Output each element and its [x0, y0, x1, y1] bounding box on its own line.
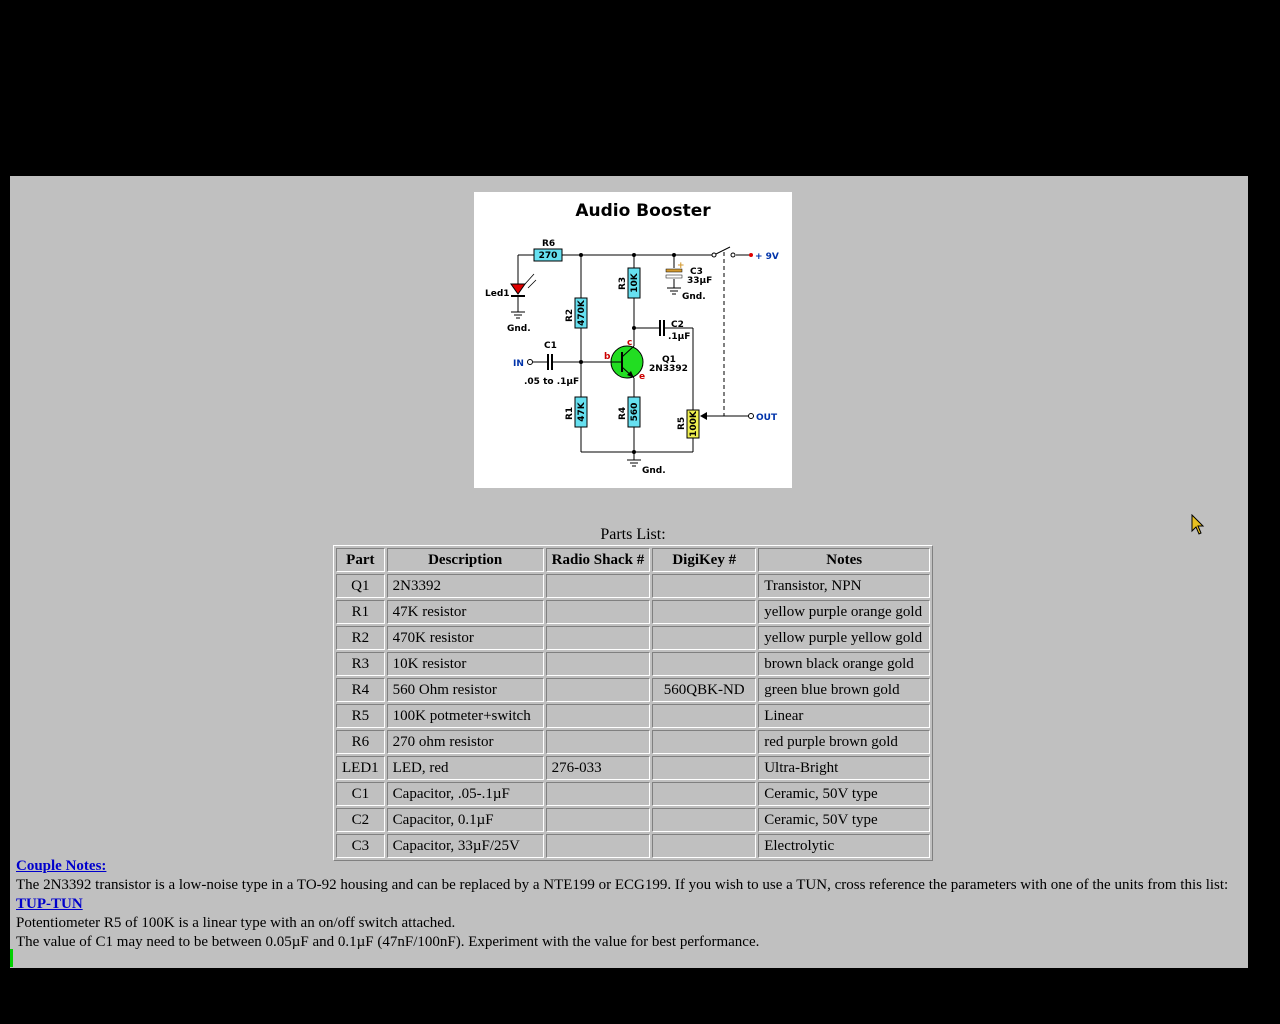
- table-row: [336, 704, 930, 728]
- table-header-row: [336, 548, 930, 572]
- column-header-description: Description: [387, 548, 544, 572]
- note-line-3: The value of C1 may need to be between 0.05µF and 0.1µF (47nF/100nF). Experiment with the value for best performance.: [16, 934, 760, 950]
- table-row: [336, 574, 930, 598]
- cell-description: Capacitor, 33µF/25V: [387, 834, 544, 858]
- cell-part: C2: [336, 808, 385, 832]
- label-led1: Led1: [485, 289, 510, 299]
- label-gnd-led: Gnd.: [507, 324, 531, 334]
- cell-description: 270 ohm resistor: [387, 730, 544, 754]
- table-row: [336, 600, 930, 624]
- cell-digikey: [652, 756, 756, 780]
- cell-notes: yellow purple orange gold: [758, 600, 930, 624]
- label-c3-value: 33µF: [687, 276, 713, 286]
- cell-digikey: [652, 834, 756, 858]
- cell-part: R5: [336, 704, 385, 728]
- label-e: e: [639, 372, 646, 382]
- cell-digikey: [652, 652, 756, 676]
- cell-digikey: [652, 704, 756, 728]
- cell-digikey: 560QBK-ND: [652, 678, 756, 702]
- cell-digikey: [652, 808, 756, 832]
- tup-tun-link[interactable]: TUP-TUN: [16, 896, 83, 912]
- label-b: b: [604, 352, 611, 362]
- note-line-1: The 2N3392 transistor is a low-noise type in a TO-92 housing and can be replaced by a NTE199 or ECG199. If you wish to use a TUN, cross reference the parameters with one of the units from this list:: [16, 877, 1229, 893]
- cell-notes: Linear: [758, 704, 930, 728]
- cell-digikey: [652, 782, 756, 806]
- cell-part: Q1: [336, 574, 385, 598]
- note-line-2: Potentiometer R5 of 100K is a linear type with an on/off switch attached.: [16, 915, 456, 931]
- cell-part: C1: [336, 782, 385, 806]
- cell-part: LED1: [336, 756, 385, 780]
- table-row: [336, 808, 930, 832]
- cell-description: 560 Ohm resistor: [387, 678, 544, 702]
- label-r2-value: 470K: [577, 300, 587, 326]
- column-header-notes: Notes: [758, 548, 930, 572]
- cell-part: R6: [336, 730, 385, 754]
- cell-part: R2: [336, 626, 385, 650]
- cell-radio-shack: [546, 704, 651, 728]
- label-r5: R5: [677, 416, 687, 430]
- cell-radio-shack: [546, 574, 651, 598]
- label-r4-value: 560: [630, 402, 640, 422]
- cell-notes: Ceramic, 50V type: [758, 782, 930, 806]
- cell-notes: Ultra-Bright: [758, 756, 930, 780]
- cell-digikey: [652, 626, 756, 650]
- label-supply: + 9V: [755, 252, 779, 262]
- cell-radio-shack: 276-033: [546, 756, 651, 780]
- audio-booster-schematic: [474, 192, 792, 488]
- label-c: c: [627, 338, 633, 348]
- cell-notes: Electrolytic: [758, 834, 930, 858]
- label-r4: R4: [618, 406, 628, 420]
- table-row: [336, 626, 930, 650]
- cell-notes: brown black orange gold: [758, 652, 930, 676]
- cell-description: 10K resistor: [387, 652, 544, 676]
- label-c3-plus: +: [677, 261, 685, 271]
- label-r1-value: 47K: [577, 402, 587, 422]
- cell-radio-shack: [546, 730, 651, 754]
- label-q1-value: 2N3392: [649, 364, 688, 374]
- cell-notes: Ceramic, 50V type: [758, 808, 930, 832]
- cell-radio-shack: [546, 808, 651, 832]
- table-row: [336, 782, 930, 806]
- cell-digikey: [652, 600, 756, 624]
- cell-notes: yellow purple yellow gold: [758, 626, 930, 650]
- label-c1: C1: [544, 341, 557, 351]
- cell-notes: green blue brown gold: [758, 678, 930, 702]
- text-caret: [10, 949, 13, 967]
- mouse-pointer-icon: [1191, 514, 1205, 536]
- parts-table: [333, 545, 933, 861]
- label-c2-value: .1µF: [668, 332, 691, 342]
- label-in: IN: [513, 359, 524, 369]
- cell-notes: Transistor, NPN: [758, 574, 930, 598]
- schematic-title: Audio Booster: [575, 201, 711, 221]
- cell-radio-shack: [546, 600, 651, 624]
- parts-list-caption: Parts List:: [600, 526, 666, 543]
- couple-notes-link[interactable]: Couple Notes:: [16, 858, 107, 874]
- table-row: [336, 730, 930, 754]
- label-gnd-c3: Gnd.: [682, 292, 706, 302]
- label-r5-value: 100K: [689, 411, 699, 437]
- notes-section: [16, 857, 1228, 952]
- cell-part: C3: [336, 834, 385, 858]
- cell-description: 2N3392: [387, 574, 544, 598]
- cell-description: Capacitor, 0.1µF: [387, 808, 544, 832]
- column-header-digikey: DigiKey #: [652, 548, 756, 572]
- web-page: [10, 176, 1248, 968]
- label-r2: R2: [565, 308, 575, 322]
- label-r6: R6: [542, 239, 556, 249]
- cell-digikey: [652, 574, 756, 598]
- cell-radio-shack: [546, 678, 651, 702]
- cell-description: Capacitor, .05-.1µF: [387, 782, 544, 806]
- table-row: [336, 652, 930, 676]
- table-row: [336, 756, 930, 780]
- cell-digikey: [652, 730, 756, 754]
- cell-part: R3: [336, 652, 385, 676]
- label-r6-value: 270: [538, 251, 558, 261]
- cell-radio-shack: [546, 626, 651, 650]
- label-c2: C2: [671, 320, 684, 330]
- label-r1: R1: [565, 406, 575, 420]
- table-row: [336, 834, 930, 858]
- cell-notes: red purple brown gold: [758, 730, 930, 754]
- cell-description: 470K resistor: [387, 626, 544, 650]
- label-c3: C3: [690, 267, 703, 277]
- label-gnd-main: Gnd.: [642, 466, 666, 476]
- cell-description: 100K potmeter+switch: [387, 704, 544, 728]
- label-r3-value: 10K: [630, 273, 640, 293]
- cell-radio-shack: [546, 782, 651, 806]
- label-c1-value: .05 to .1µF: [524, 377, 580, 387]
- table-row: [336, 678, 930, 702]
- column-header-radio-shack: Radio Shack #: [546, 548, 651, 572]
- label-q1: Q1: [662, 355, 676, 365]
- cell-part: R4: [336, 678, 385, 702]
- label-r3: R3: [618, 276, 628, 290]
- cell-radio-shack: [546, 652, 651, 676]
- cell-description: LED, red: [387, 756, 544, 780]
- label-out: OUT: [756, 413, 778, 423]
- cell-radio-shack: [546, 834, 651, 858]
- cell-part: R1: [336, 600, 385, 624]
- column-header-part: Part: [336, 548, 385, 572]
- cell-description: 47K resistor: [387, 600, 544, 624]
